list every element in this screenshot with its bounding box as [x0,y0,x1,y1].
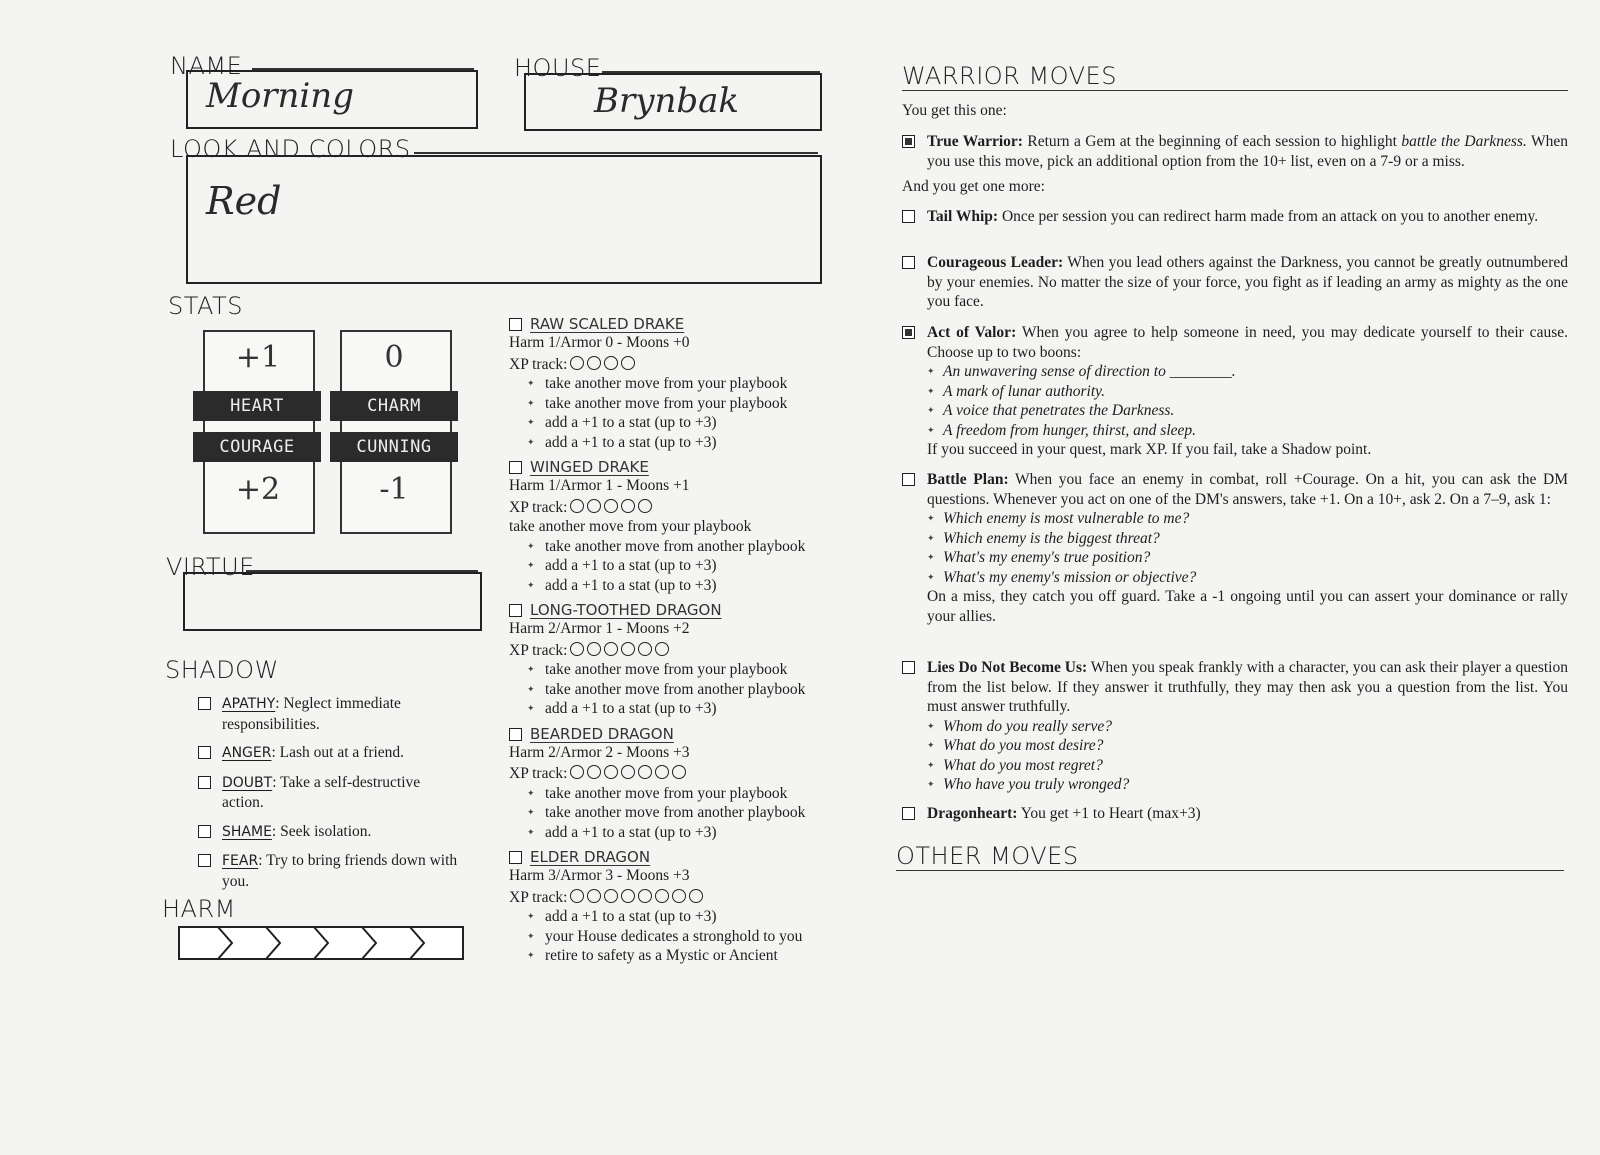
xp-bubble[interactable] [655,642,669,656]
drake-title-text: ELDER DRAGON [530,848,651,866]
drake-option: ✦ add a +1 to a stat (up to +3) [527,907,834,927]
shadow-doubt-checkbox[interactable] [198,776,211,789]
drake-option: ✦ add a +1 to a stat (up to +3) [527,556,834,576]
true-warrior-name: True Warrior: [927,133,1023,150]
xp-label: XP track: [509,355,568,373]
courage-banner: COURAGE [193,432,321,462]
shadow-shame-name: SHAME [222,823,272,840]
tail-whip-name: Tail Whip: [927,208,999,225]
drake-xp-track [509,641,834,661]
drake-option: ✦ take another move from another playbook [527,803,834,823]
act-of-valor-checkbox[interactable] [902,326,915,339]
drake-option: ✦ add a +1 to a stat (up to +3) [527,823,834,843]
act-of-valor-boon: ✦ A voice that penetrates the Darkness. [927,401,1568,421]
act-of-valor-text: When you agree to help someone in need, you may dedicate yourself to their cause. Choose up to two boons: [927,324,1568,361]
move-battle-plan [902,470,1568,626]
drake-option: take another move from your playbook [509,518,752,535]
move-lies-do-not-become-us [902,658,1568,795]
true-warrior-text2: When you use this move, pick an additional option from the 10+ list, even on a 7-9 or a miss. [927,133,1568,170]
shadow-item [198,743,460,764]
other-moves-rule [896,870,1564,871]
true-warrior-checkbox[interactable] [902,135,915,148]
xp-label: XP track: [509,765,568,782]
drake-block [509,315,834,452]
battle-plan-text: When you face an enemy in combat, roll +Courage. On a hit, you can ask the DM questions. Whenever you act on one of the DM's answers, take +1. On a 10+, ask 2. On a 7–9, ask 1: [927,471,1569,508]
xp-bubble[interactable] [604,642,618,656]
xp-bubble[interactable] [655,889,669,903]
drake-block [509,848,834,966]
virtue-field[interactable] [183,572,482,631]
xp-bubble[interactable] [570,356,584,370]
xp-bubble[interactable] [570,889,584,903]
look-label: LOOK AND COLORS [170,135,411,163]
shadow-doubt-name: DOUBT [222,774,273,791]
move-true-warrior [902,132,1568,171]
drake-stats: Harm 3/Armor 3 - Moons +3 [509,867,690,884]
house-label: HOUSE [514,54,602,82]
house-handwritten: Brynbak [594,81,739,121]
shadow-doubt-text: : Take a self-destructive action. [222,773,421,811]
xp-label: XP track: [509,498,568,516]
shadow-anger-text: : Lash out at a friend. [271,744,405,761]
move-dragonheart [902,804,1568,824]
drake-title-text: BEARDED DRAGON [530,724,674,743]
shadow-list [198,694,460,900]
lies-question: ✦ What do you most regret? [927,756,1568,776]
battle-plan-question: ✦ What's my enemy's true position? [927,548,1568,568]
act-of-valor-after: If you succeed in your quest, mark XP. If you fail, take a Shadow point. [927,441,1372,458]
xp-bubble[interactable] [638,889,652,903]
xp-bubble[interactable] [570,765,584,779]
battle-plan-after: On a miss, they catch you off guard. Take a -1 ongoing until you can assert your dominance or rally your allies. [927,588,1568,625]
shadow-fear-checkbox[interactable] [198,854,211,867]
drake-option: ✦ your House dedicates a stronghold to you [527,927,834,947]
drake-xp-track [509,764,834,784]
drake-option: ✦ add a +1 to a stat (up to +3) [527,576,834,596]
heart-value[interactable]: +1 [235,340,281,375]
charm-banner: CHARM [330,391,458,421]
dragonheart-name: Dragonheart: [927,805,1018,822]
shadow-apathy-checkbox[interactable] [198,697,211,710]
drake-title [509,458,834,476]
cunning-value[interactable]: -1 [379,472,409,507]
drake-option: ✦ add a +1 to a stat (up to +3) [527,413,834,433]
xp-label: XP track: [509,888,568,906]
drake-title [509,315,834,333]
drake-title-text: WINGED DRAKE [530,458,649,476]
xp-bubble[interactable] [604,889,618,903]
move-act-of-valor [902,323,1568,460]
drake-stats: Harm 1/Armor 0 - Moons +0 [509,334,690,351]
xp-bubble[interactable] [621,356,635,370]
shadow-item [198,773,460,813]
shadow-anger-checkbox[interactable] [198,746,211,759]
battle-plan-question: ✦ Which enemy is most vulnerable to me? [927,509,1568,529]
xp-bubble[interactable] [587,765,601,779]
and-you-get-one-more: And you get one more: [902,178,1045,195]
xp-bubble[interactable] [638,765,652,779]
drake-option: ✦ take another move from your playbook [527,784,834,804]
xp-bubble[interactable] [689,889,703,903]
drake-title [509,601,834,619]
lies-name: Lies Do Not Become Us: [927,659,1088,676]
dragonheart-checkbox[interactable] [902,807,915,820]
drake-option: ✦ take another move from another playbook [527,537,834,557]
xp-bubble[interactable] [672,889,686,903]
heart-banner: HEART [193,391,321,421]
name-handwritten: Morning [206,76,354,116]
act-of-valor-boon: ✦ A freedom from hunger, thirst, and sleep. [927,421,1568,441]
xp-bubble[interactable] [587,499,601,513]
xp-bubble[interactable] [621,499,635,513]
xp-bubble[interactable] [638,499,652,513]
drake-option: ✦ retire to safety as a Mystic or Ancient [527,946,834,966]
drake-option: ✦ take another move from your playbook [527,394,834,414]
xp-bubble[interactable] [672,765,686,779]
xp-bubble[interactable] [621,765,635,779]
move-courageous-leader [902,253,1568,312]
battle-plan-name: Battle Plan: [927,471,1009,488]
shadow-label: SHADOW [165,656,279,684]
lies-question: ✦ Whom do you really serve? [927,717,1568,737]
xp-bubble[interactable] [604,499,618,513]
drake-xp-track [509,355,834,375]
true-warrior-italic: battle the Darkness. [1401,133,1527,150]
shadow-fear-text: : Try to bring friends down with you. [222,852,458,890]
xp-bubble[interactable] [587,642,601,656]
shadow-anger-name: ANGER [222,745,272,761]
warrior-moves-title: WARRIOR MOVES [902,62,1117,90]
drake-checkbox[interactable] [509,728,522,741]
xp-label: XP track: [509,641,568,659]
other-moves-title: OTHER MOVES [896,842,1079,870]
xp-bubble[interactable] [621,642,635,656]
you-get-this-one: You get this one: [902,102,1007,119]
shadow-shame-checkbox[interactable] [198,825,211,838]
drake-title [509,848,834,866]
drake-block [509,725,834,843]
drake-stats: Harm 2/Armor 1 - Moons +2 [509,620,690,637]
lies-question: ✦ Who have you truly wronged? [927,775,1568,795]
cunning-banner: CUNNING [330,432,458,462]
drake-block [509,458,834,595]
xp-bubble[interactable] [587,356,601,370]
drake-title [509,725,834,743]
drake-progression [509,315,834,972]
drake-title-text: RAW SCALED DRAKE [530,315,685,333]
dragonheart-text: You get +1 to Heart (max+3) [1017,805,1201,822]
shadow-item [198,694,460,734]
shadow-apathy-name: APATHY [222,696,276,712]
courageous-leader-checkbox[interactable] [902,256,915,269]
look-handwritten: Red [206,179,282,223]
shadow-apathy-text: : Neglect immediate responsibilities. [222,695,401,733]
act-of-valor-boon: ✦ A mark of lunar authority. [927,382,1568,402]
xp-bubble[interactable] [638,642,652,656]
lies-checkbox[interactable] [902,661,915,674]
courage-value[interactable]: +2 [235,472,281,507]
act-of-valor-name: Act of Valor: [927,324,1017,341]
drake-checkbox[interactable] [509,318,522,331]
drake-stats: Harm 1/Armor 1 - Moons +1 [509,477,690,494]
xp-bubble[interactable] [604,765,618,779]
lies-text: When you speak frankly with a character, you can ask their player a question from the list below. If they answer it truthfully, they may then ask you a question from the list. You must answer truthfully. [927,659,1568,715]
drake-block [509,601,834,719]
drake-checkbox[interactable] [509,851,522,864]
drake-option: ✦ take another move from another playbook [527,680,834,700]
shadow-item [198,851,460,891]
battle-plan-question: ✦ What's my enemy's mission or objective? [927,568,1568,588]
warrior-moves-rule [902,90,1568,91]
charm-value[interactable]: 0 [384,340,404,375]
tail-whip-text: Once per session you can redirect harm made from an attack on you to another enemy. [998,208,1539,225]
name-label: NAME [170,52,243,80]
stats-label: STATS [168,292,243,320]
courageous-leader-text: When you lead others against the Darkness, you cannot be greatly outnumbered by your enemies. No matter the size of your force, you fight as if leading an army as mighty as the one you face. [927,254,1568,310]
drake-option: ✦ take another move from your playbook [527,374,834,394]
move-tail-whip [902,207,1568,227]
xp-bubble[interactable] [570,642,584,656]
xp-bubble[interactable] [587,889,601,903]
drake-stats: Harm 2/Armor 2 - Moons +3 [509,743,690,761]
tail-whip-checkbox[interactable] [902,210,915,223]
courageous-leader-name: Courageous Leader: [927,254,1064,271]
drake-option: ✦ add a +1 to a stat (up to +3) [527,699,834,719]
name-field[interactable] [186,70,478,129]
drake-checkbox[interactable] [509,604,522,617]
virtue-label: VIRTUE [166,553,255,581]
look-label-line [414,152,818,154]
true-warrior-text: Return a Gem at the beginning of each session to highlight [1022,133,1402,150]
drake-title-text: LONG-TOOTHED DRAGON [530,601,722,619]
act-of-valor-boon: ✦ An unwavering sense of direction to ________. [927,362,1568,382]
drake-xp-track [509,498,834,518]
battle-plan-question: ✦ Which enemy is the biggest threat? [927,529,1568,549]
harm-label: HARM [162,895,236,923]
drake-option: ✦ add a +1 to a stat (up to +3) [527,433,834,453]
shadow-shame-text: : Seek isolation. [271,822,372,840]
xp-bubble[interactable] [570,499,584,513]
xp-bubble[interactable] [621,889,635,903]
harm-track[interactable] [178,926,466,962]
drake-checkbox[interactable] [509,461,522,474]
lies-question: ✦ What do you most desire? [927,736,1568,756]
drake-xp-track [509,888,834,908]
battle-plan-checkbox[interactable] [902,473,915,486]
xp-bubble[interactable] [655,765,669,779]
drake-option: ✦ take another move from your playbook [527,660,834,680]
house-field[interactable] [524,73,822,131]
shadow-item [198,822,460,843]
look-field[interactable] [186,155,822,284]
shadow-fear-name: FEAR [222,853,259,869]
xp-bubble[interactable] [604,356,618,370]
